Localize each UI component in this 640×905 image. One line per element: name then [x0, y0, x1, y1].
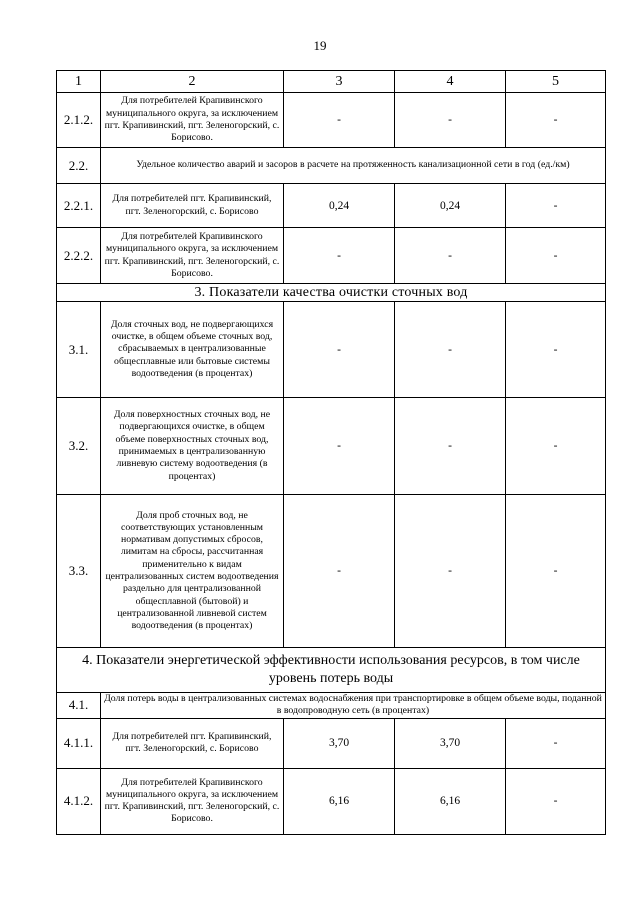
row-value-col4: - — [395, 398, 506, 495]
row-description: Доля поверхностных сточных вод, не подвергающихся очистке, в общем объеме поверхностных сточных вод, принимаемых в централизованную ливневую систему водоотведения (в процентах) — [101, 398, 284, 495]
row-description: Для потребителей Крапивинского муниципального округа, за исключением пгт. Крапивинский, пгт. Зеленогорский, с. Борисово. — [101, 93, 284, 148]
indicators-table — [56, 70, 606, 835]
row-value-col4: - — [395, 228, 506, 284]
row-value-col3: - — [284, 302, 395, 398]
section-3-title: 3. Показатели качества очистки сточных вод — [57, 284, 606, 302]
header-col-5: 5 — [506, 71, 606, 93]
header-row — [57, 71, 606, 93]
row-value-col3: - — [284, 228, 395, 284]
row-number: 4.1.1. — [57, 718, 101, 768]
row-value-col5: - — [506, 93, 606, 148]
row-number: 3.3. — [57, 495, 101, 648]
row-number: 2.2.2. — [57, 228, 101, 284]
table-row — [57, 398, 606, 495]
row-value-col4: 3,70 — [395, 718, 506, 768]
row-value-col5: - — [506, 718, 606, 768]
row-value-col4: - — [395, 93, 506, 148]
section-header-row — [57, 648, 606, 693]
row-description: Доля проб сточных вод, не соответствующих установленным нормативам допустимых сбросов, лимитам на сбросы, рассчитанная применительно к видам централизованных систем водоотведения раздельно для централизованной общесплавной (бытовой) и централизованной ливневой систем водоотведения (в процентах) — [101, 495, 284, 648]
table-row — [57, 718, 606, 768]
row-value-col3: - — [284, 398, 395, 495]
table-row — [57, 693, 606, 719]
header-col-4: 4 — [395, 71, 506, 93]
row-value-col3: 3,70 — [284, 718, 395, 768]
row-value-col4: - — [395, 495, 506, 648]
table-row — [57, 768, 606, 834]
table-row — [57, 93, 606, 148]
section-header-row — [57, 284, 606, 302]
row-value-col5: - — [506, 768, 606, 834]
row-value-col4: 0,24 — [395, 184, 506, 228]
row-description: Доля потерь воды в централизованных системах водоснабжения при транспортировке в общем объеме воды, поданной в водопроводную сеть (в процентах) — [101, 693, 606, 719]
row-value-col3: - — [284, 93, 395, 148]
row-description: Доля сточных вод, не подвергающихся очистке, в общем объеме сточных вод, сбрасываемых в централизованные общесплавные или бытовые системы водоотведения (в процентах) — [101, 302, 284, 398]
row-description: Для потребителей Крапивинского муниципального округа, за исключением пгт. Крапивинский, пгт. Зеленогорский, с. Борисово. — [101, 768, 284, 834]
page-number: 19 — [313, 38, 327, 53]
row-number: 2.1.2. — [57, 93, 101, 148]
row-number: 4.1. — [57, 693, 101, 719]
row-number: 3.2. — [57, 398, 101, 495]
row-value-col5: - — [506, 495, 606, 648]
row-description: Удельное количество аварий и засоров в расчете на протяженность канализационной сети в год (ед./км) — [101, 148, 606, 184]
row-value-col3: 0,24 — [284, 184, 395, 228]
table-row — [57, 148, 606, 184]
row-value-col4: - — [395, 302, 506, 398]
row-number: 3.1. — [57, 302, 101, 398]
row-number: 2.2. — [57, 148, 101, 184]
table-row — [57, 495, 606, 648]
table-row — [57, 302, 606, 398]
row-description: Для потребителей пгт. Крапивинский, пгт. Зеленогорский, с. Борисово — [101, 184, 284, 228]
section-4-title: 4. Показатели энергетической эффективности использования ресурсов, в том числе уровень потерь воды — [57, 648, 606, 693]
row-value-col4: 6,16 — [395, 768, 506, 834]
header-col-1: 1 — [57, 71, 101, 93]
row-value-col3: 6,16 — [284, 768, 395, 834]
row-number: 4.1.2. — [57, 768, 101, 834]
header-col-3: 3 — [284, 71, 395, 93]
row-value-col5: - — [506, 228, 606, 284]
row-description: Для потребителей Крапивинского муниципального округа, за исключением пгт. Крапивинский, пгт. Зеленогорский, с. Борисово. — [101, 228, 284, 284]
row-value-col5: - — [506, 302, 606, 398]
header-col-2: 2 — [101, 71, 284, 93]
table-row — [57, 184, 606, 228]
row-value-col5: - — [506, 184, 606, 228]
row-description: Для потребителей пгт. Крапивинский, пгт. Зеленогорский, с. Борисово — [101, 718, 284, 768]
row-number: 2.2.1. — [57, 184, 101, 228]
table-row — [57, 228, 606, 284]
row-value-col3: - — [284, 495, 395, 648]
row-value-col5: - — [506, 398, 606, 495]
